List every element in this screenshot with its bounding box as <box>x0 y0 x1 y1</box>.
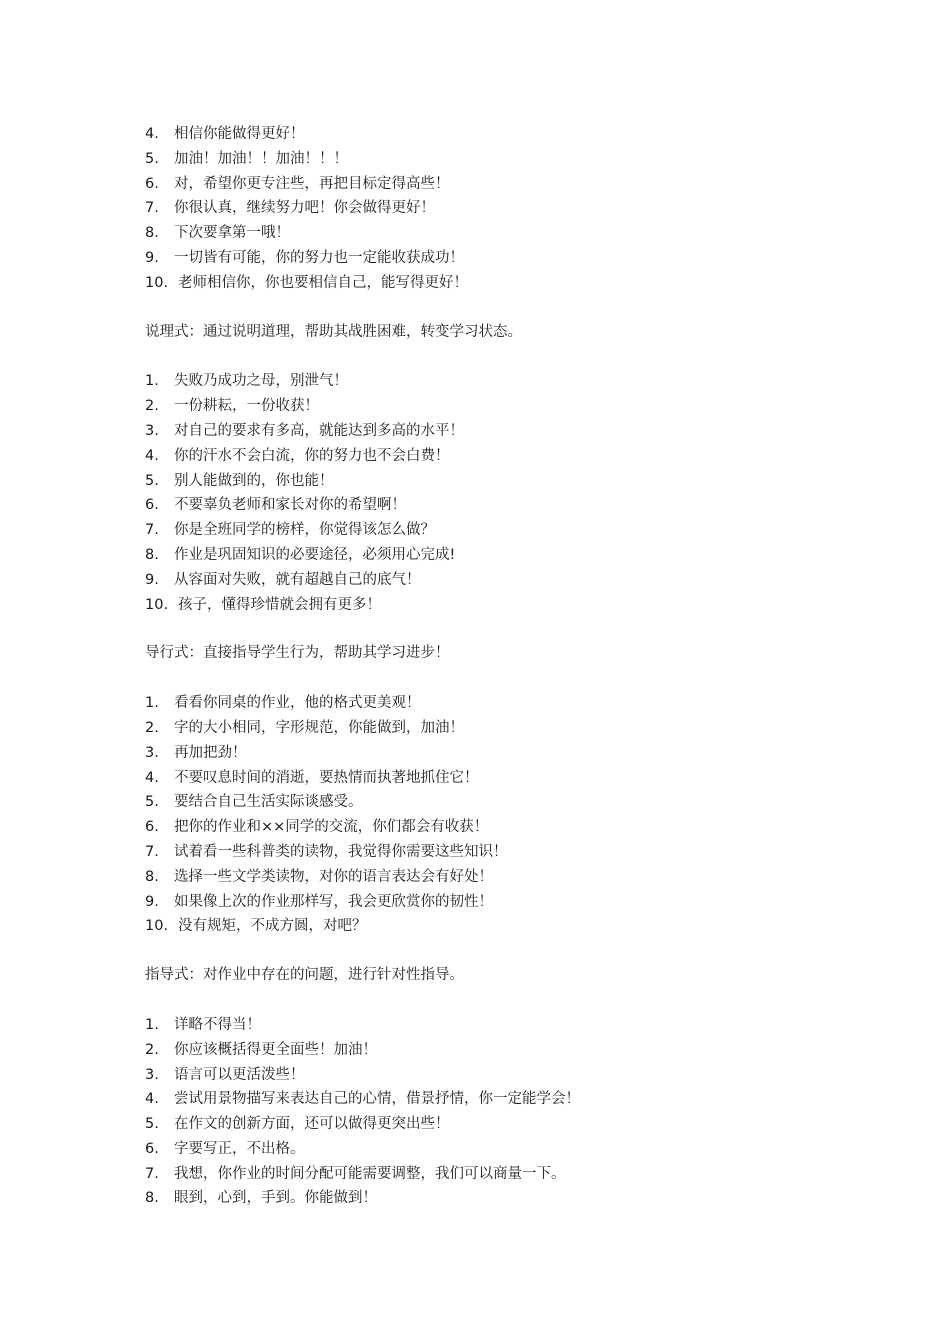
list-item <box>145 1112 845 1137</box>
item-number: 8. <box>145 225 159 242</box>
item-text: 把你的作业和××同学的交流，你们都会有收获！ <box>174 819 489 836</box>
item-text: 不要叹息时间的消逝，要热情而执著地抓住它！ <box>174 769 479 786</box>
item-number: 7. <box>145 1165 159 1182</box>
item-text: 你是全班同学的榜样，你觉得该怎么做？ <box>174 522 435 539</box>
item-number: 1. <box>145 373 159 390</box>
item-number: 10. <box>145 918 169 935</box>
item-text: 不要辜负老师和家长对你的希望啊！ <box>174 497 406 514</box>
list-item <box>145 543 845 568</box>
list-item <box>145 1063 845 1088</box>
item-text: 详略不得当！ <box>174 1016 261 1033</box>
item-number: 6. <box>145 175 159 192</box>
list-item <box>145 1013 845 1038</box>
item-number: 4. <box>145 447 159 464</box>
list-item <box>145 493 845 518</box>
list-item <box>145 394 845 419</box>
list-item <box>145 1162 845 1187</box>
section-heading-reasoning: 说理式：通过说明道理，帮助其战胜困难，转变学习状态。 <box>145 323 522 340</box>
item-number: 7. <box>145 522 159 539</box>
item-text: 字的大小相同，字形规范，你能做到，加油！ <box>174 719 464 736</box>
item-number: 2. <box>145 1041 159 1058</box>
item-number: 6. <box>145 1140 159 1157</box>
item-number: 8. <box>145 1190 159 1207</box>
item-text: 作业是巩固知识的必要途径，必须用心完成! <box>174 546 456 563</box>
item-number: 9. <box>145 893 159 910</box>
list-item <box>145 1186 845 1211</box>
list-item <box>145 568 845 593</box>
list-item <box>145 444 845 469</box>
item-text: 我想，你作业的时间分配可能需要调整，我们可以商量一下。 <box>174 1165 566 1182</box>
list-item <box>145 691 845 716</box>
list-item <box>145 369 845 394</box>
item-text: 尝试用景物描写来表达自己的心情，借景抒情，你一定能学会！ <box>174 1091 580 1108</box>
list-item <box>145 196 845 221</box>
item-number: 5. <box>145 472 159 489</box>
item-text: 别人能做到的，你也能！ <box>174 472 334 489</box>
list-guiding-behavior <box>145 691 845 939</box>
list-item <box>145 840 845 865</box>
item-text: 孩子，懂得珍惜就会拥有更多！ <box>178 596 381 613</box>
item-number: 3. <box>145 744 159 761</box>
list-item <box>145 419 845 444</box>
list-item <box>145 716 845 741</box>
item-number: 1. <box>145 1016 159 1033</box>
item-number: 2. <box>145 719 159 736</box>
item-text: 一切皆有可能，你的努力也一定能收获成功！ <box>174 249 464 266</box>
item-number: 9. <box>145 249 159 266</box>
list-item <box>145 890 845 915</box>
item-text: 没有规矩，不成方圆，对吧？ <box>178 918 367 935</box>
list-item <box>145 221 845 246</box>
list-item <box>145 790 845 815</box>
section-heading-guiding-behavior: 导行式：直接指导学生行为，帮助其学习进步！ <box>145 645 450 662</box>
list-targeted-guidance <box>145 1013 845 1211</box>
item-text: 加油！加油！！加油！！！ <box>174 150 348 167</box>
list-item <box>145 147 845 172</box>
item-text: 老师相信你，你也要相信自己，能写得更好！ <box>178 274 468 291</box>
item-text: 看看你同桌的作业，他的格式更美观！ <box>174 695 421 712</box>
item-number: 5. <box>145 794 159 811</box>
item-text: 试着看一些科普类的读物，我觉得你需要这些知识！ <box>174 843 508 860</box>
list-item <box>145 593 845 618</box>
item-number: 7. <box>145 843 159 860</box>
item-text: 失败乃成功之母，别泄气！ <box>174 373 348 390</box>
item-number: 9. <box>145 571 159 588</box>
item-text: 如果像上次的作业那样写，我会更欣赏你的韧性！ <box>174 893 493 910</box>
item-number: 10. <box>145 274 169 291</box>
list-item <box>145 766 845 791</box>
item-text: 你很认真，继续努力吧！你会做得更好！ <box>174 200 435 217</box>
list-reasoning <box>145 369 845 617</box>
list-item <box>145 122 845 147</box>
item-number: 8. <box>145 868 159 885</box>
list-item <box>145 815 845 840</box>
item-text: 下次要拿第一哦！ <box>174 225 290 242</box>
item-text: 从容面对失败，就有超越自己的底气！ <box>174 571 421 588</box>
item-number: 3. <box>145 1066 159 1083</box>
list-item <box>145 1087 845 1112</box>
item-text: 眼到，心到，手到。你能做到！ <box>174 1190 377 1207</box>
item-number: 4. <box>145 1091 159 1108</box>
item-number: 8. <box>145 546 159 563</box>
item-number: 5. <box>145 1116 159 1133</box>
list-item <box>145 865 845 890</box>
document-page <box>145 122 845 1211</box>
item-number: 10. <box>145 596 169 613</box>
item-text: 再加把劲！ <box>174 744 247 761</box>
list-item <box>145 271 845 296</box>
item-text: 你应该概括得更全面些！加油！ <box>174 1041 377 1058</box>
item-number: 1. <box>145 695 159 712</box>
list-item <box>145 741 845 766</box>
list-item <box>145 914 845 939</box>
item-text: 在作文的创新方面，还可以做得更突出些！ <box>174 1116 450 1133</box>
item-number: 4. <box>145 769 159 786</box>
item-text: 选择一些文学类读物，对你的语言表达会有好处！ <box>174 868 493 885</box>
list-item <box>145 469 845 494</box>
item-text: 相信你能做得更好！ <box>174 126 305 142</box>
list-item <box>145 246 845 271</box>
item-text: 你的汗水不会白流，你的努力也不会白费！ <box>174 447 450 464</box>
item-number: 7. <box>145 200 159 217</box>
item-number: 2. <box>145 398 159 415</box>
list-encouraging <box>145 122 845 296</box>
list-item <box>145 1038 845 1063</box>
item-text: 语言可以更活泼些！ <box>174 1066 305 1083</box>
item-text: 字要写正，不出格。 <box>174 1140 305 1157</box>
item-number: 3. <box>145 422 159 439</box>
item-text: 一份耕耘，一份收获！ <box>174 398 319 415</box>
item-number: 6. <box>145 819 159 836</box>
item-text: 对，希望你更专注些，再把目标定得高些！ <box>174 175 450 192</box>
list-item <box>145 1137 845 1162</box>
item-number: 5. <box>145 150 159 167</box>
item-text: 对自己的要求有多高，就能达到多高的水平！ <box>174 422 464 439</box>
list-item <box>145 172 845 197</box>
item-text: 要结合自己生活实际谈感受。 <box>174 794 363 811</box>
item-number: 6. <box>145 497 159 514</box>
list-item <box>145 518 845 543</box>
section-heading-targeted-guidance: 指导式：对作业中存在的问题，进行针对性指导。 <box>145 967 464 984</box>
item-number: 4. <box>145 126 159 142</box>
